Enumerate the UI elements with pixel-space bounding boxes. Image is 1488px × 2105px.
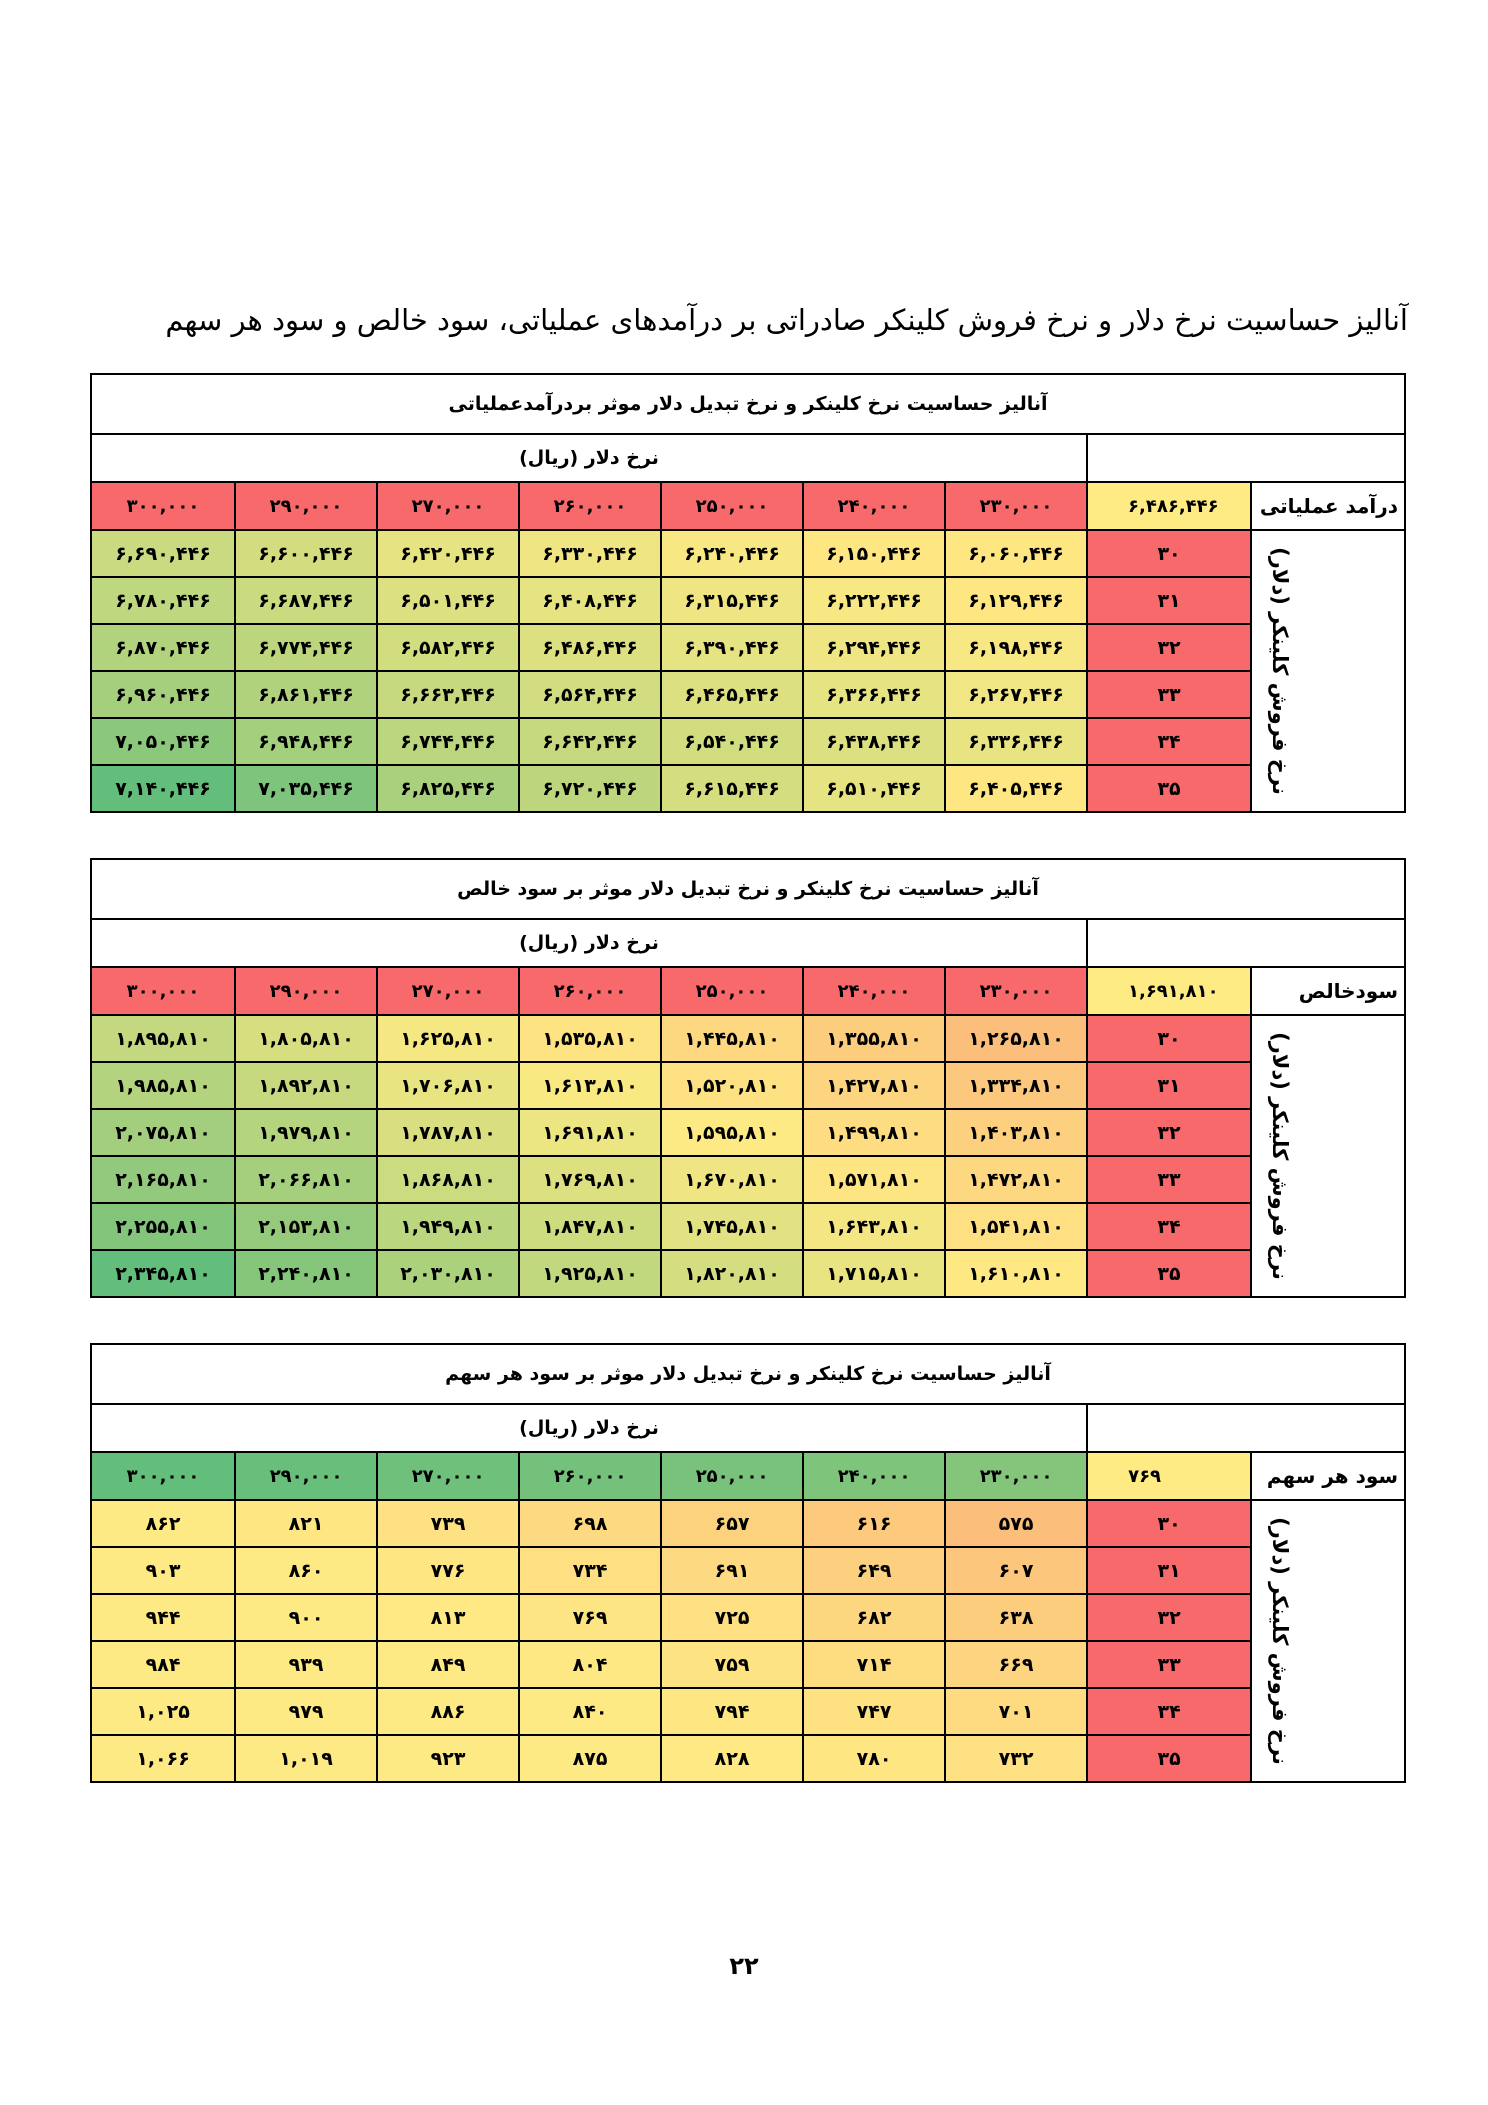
dollar-rate-header: ۲۶۰,۰۰۰	[519, 967, 661, 1015]
table-cell: ۷,۱۴۰,۴۴۶	[91, 765, 235, 812]
clinker-rate: ۳۵	[1087, 765, 1251, 812]
dollar-rate-header: ۲۹۰,۰۰۰	[235, 482, 377, 530]
dollar-rate-header: ۲۹۰,۰۰۰	[235, 1452, 377, 1500]
clinker-rate: ۳۴	[1087, 718, 1251, 765]
table-cell: ۱,۶۱۰,۸۱۰	[945, 1250, 1087, 1297]
table-cell: ۶,۶۹۰,۴۴۶	[91, 530, 235, 577]
table-cell: ۷۸۰	[803, 1735, 945, 1782]
table-cell: ۱,۰۱۹	[235, 1735, 377, 1782]
table-cell: ۱,۹۸۵,۸۱۰	[91, 1062, 235, 1109]
table-cell: ۶,۴۲۰,۴۴۶	[377, 530, 519, 577]
table-cell: ۸۴۹	[377, 1641, 519, 1688]
page-number: ۲۲	[729, 1952, 759, 1980]
table-cell: ۶,۵۴۰,۴۴۶	[661, 718, 803, 765]
table-cell: ۸۲۸	[661, 1735, 803, 1782]
table-cell: ۱,۷۶۹,۸۱۰	[519, 1156, 661, 1203]
clinker-rate: ۳۲	[1087, 624, 1251, 671]
table-cell: ۱,۸۰۵,۸۱۰	[235, 1015, 377, 1062]
table-cell: ۶,۶۰۰,۴۴۶	[235, 530, 377, 577]
table-cell: ۶,۴۶۵,۴۴۶	[661, 671, 803, 718]
table-cell: ۹۴۴	[91, 1594, 235, 1641]
table-cell: ۷,۰۳۵,۴۴۶	[235, 765, 377, 812]
table-cell: ۷۹۴	[661, 1688, 803, 1735]
clinker-rate: ۳۰	[1087, 1015, 1251, 1062]
table-cell: ۶,۳۹۰,۴۴۶	[661, 624, 803, 671]
metric-label: سودخالص	[1251, 967, 1405, 1015]
table-cell: ۶۱۶	[803, 1500, 945, 1547]
table-cell: ۱,۴۲۷,۸۱۰	[803, 1062, 945, 1109]
table-cell: ۹۰۰	[235, 1594, 377, 1641]
dollar-rate-header: ۲۷۰,۰۰۰	[377, 967, 519, 1015]
clinker-rate-side-label: نرخ فروش کلینکر (دلار)	[1251, 1015, 1405, 1297]
table-cell: ۱,۰۶۶	[91, 1735, 235, 1782]
dollar-rate-header: ۲۶۰,۰۰۰	[519, 1452, 661, 1500]
table-cell: ۶,۵۶۴,۴۴۶	[519, 671, 661, 718]
table-cell: ۱,۲۶۵,۸۱۰	[945, 1015, 1087, 1062]
clinker-rate: ۳۱	[1087, 1062, 1251, 1109]
clinker-rate: ۳۴	[1087, 1688, 1251, 1735]
clinker-rate: ۳۲	[1087, 1109, 1251, 1156]
table-cell: ۹۸۴	[91, 1641, 235, 1688]
table-cell: ۱,۵۷۱,۸۱۰	[803, 1156, 945, 1203]
table-cell: ۹۲۳	[377, 1735, 519, 1782]
table-cell: ۱,۸۴۷,۸۱۰	[519, 1203, 661, 1250]
metric-label: درآمد عملیاتی	[1251, 482, 1405, 530]
table-cell: ۸۷۵	[519, 1735, 661, 1782]
table-cell: ۹۰۳	[91, 1547, 235, 1594]
table-cell: ۱,۸۶۸,۸۱۰	[377, 1156, 519, 1203]
corner-cell	[1087, 434, 1405, 482]
table-cell: ۶,۱۹۸,۴۴۶	[945, 624, 1087, 671]
sensitivity-table-operating-revenue	[90, 373, 1406, 813]
dollar-rate-header: ۲۴۰,۰۰۰	[803, 1452, 945, 1500]
table-cell: ۶۹۸	[519, 1500, 661, 1547]
table-cell: ۲,۳۴۵,۸۱۰	[91, 1250, 235, 1297]
table-cell: ۶,۲۹۴,۴۴۶	[803, 624, 945, 671]
table-cell: ۶,۲۴۰,۴۴۶	[661, 530, 803, 577]
dollar-rate-header: ۲۴۰,۰۰۰	[803, 482, 945, 530]
table-cell: ۶,۸۲۵,۴۴۶	[377, 765, 519, 812]
table-cell: ۶,۵۱۰,۴۴۶	[803, 765, 945, 812]
dollar-rate-header: ۲۷۰,۰۰۰	[377, 482, 519, 530]
table-cell: ۱,۵۹۵,۸۱۰	[661, 1109, 803, 1156]
table-cell: ۲,۱۶۵,۸۱۰	[91, 1156, 235, 1203]
table-cell: ۷۷۶	[377, 1547, 519, 1594]
table-cell: ۱,۸۲۰,۸۱۰	[661, 1250, 803, 1297]
table-cell: ۱,۷۸۷,۸۱۰	[377, 1109, 519, 1156]
clinker-rate-side-label: نرخ فروش کلینکر (دلار)	[1251, 530, 1405, 812]
table-cell: ۱,۶۷۰,۸۱۰	[661, 1156, 803, 1203]
clinker-rate: ۳۲	[1087, 1594, 1251, 1641]
table-cell: ۶,۳۶۶,۴۴۶	[803, 671, 945, 718]
table-cell: ۲,۲۵۵,۸۱۰	[91, 1203, 235, 1250]
table-cell: ۶,۸۶۱,۴۴۶	[235, 671, 377, 718]
metric-label: سود هر سهم	[1251, 1452, 1405, 1500]
clinker-rate: ۳۱	[1087, 577, 1251, 624]
dollar-rate-header: ۲۶۰,۰۰۰	[519, 482, 661, 530]
table-cell: ۶,۲۲۲,۴۴۶	[803, 577, 945, 624]
table-cell: ۸۴۰	[519, 1688, 661, 1735]
table-cell: ۶,۶۶۳,۴۴۶	[377, 671, 519, 718]
dollar-rate-header: ۲۹۰,۰۰۰	[235, 967, 377, 1015]
clinker-rate: ۳۰	[1087, 530, 1251, 577]
table-cell: ۹۷۹	[235, 1688, 377, 1735]
table-cell: ۸۲۱	[235, 1500, 377, 1547]
base-value: ۶,۴۸۶,۴۴۶	[1087, 482, 1251, 530]
table-cell: ۵۷۵	[945, 1500, 1087, 1547]
table-cell: ۶,۷۴۴,۴۴۶	[377, 718, 519, 765]
base-value: ۱,۶۹۱,۸۱۰	[1087, 967, 1251, 1015]
dollar-rate-header: ۲۷۰,۰۰۰	[377, 1452, 519, 1500]
dollar-rate-header: ۳۰۰,۰۰۰	[91, 482, 235, 530]
table-cell: ۱,۴۹۹,۸۱۰	[803, 1109, 945, 1156]
sensitivity-table-earnings-per-share	[90, 1343, 1406, 1783]
table-cell: ۶۴۹	[803, 1547, 945, 1594]
table-cell: ۶,۷۷۴,۴۴۶	[235, 624, 377, 671]
dollar-rate-header: ۲۵۰,۰۰۰	[661, 967, 803, 1015]
table-cell: ۶,۴۰۵,۴۴۶	[945, 765, 1087, 812]
dollar-rate-header: ۲۳۰,۰۰۰	[945, 967, 1087, 1015]
clinker-rate: ۳۳	[1087, 671, 1251, 718]
table-cell: ۷۳۹	[377, 1500, 519, 1547]
table-cell: ۱,۶۲۵,۸۱۰	[377, 1015, 519, 1062]
table-cell: ۱,۸۹۲,۸۱۰	[235, 1062, 377, 1109]
table-cell: ۷۲۵	[661, 1594, 803, 1641]
table-cell: ۶,۲۶۷,۴۴۶	[945, 671, 1087, 718]
dollar-rate-header: ۲۳۰,۰۰۰	[945, 1452, 1087, 1500]
table-cell: ۶,۹۴۸,۴۴۶	[235, 718, 377, 765]
clinker-rate: ۳۵	[1087, 1250, 1251, 1297]
table-cell: ۶,۰۶۰,۴۴۶	[945, 530, 1087, 577]
table-cell: ۶۹۱	[661, 1547, 803, 1594]
table-cell: ۸۰۴	[519, 1641, 661, 1688]
table-cell: ۱,۴۰۳,۸۱۰	[945, 1109, 1087, 1156]
dollar-rate-label: نرخ دلار (ریال)	[91, 1404, 1087, 1452]
clinker-rate: ۳۱	[1087, 1547, 1251, 1594]
table-cell: ۱,۹۲۵,۸۱۰	[519, 1250, 661, 1297]
table-cell: ۶,۳۳۰,۴۴۶	[519, 530, 661, 577]
table-cell: ۲,۰۶۶,۸۱۰	[235, 1156, 377, 1203]
table-cell: ۸۸۶	[377, 1688, 519, 1735]
table-title: آنالیز حساسیت نرخ کلینکر و نرخ تبدیل دلار موثر بر سود خالص	[91, 859, 1405, 919]
table-cell: ۶,۱۲۹,۴۴۶	[945, 577, 1087, 624]
dollar-rate-header: ۲۳۰,۰۰۰	[945, 482, 1087, 530]
clinker-rate: ۳۳	[1087, 1156, 1251, 1203]
table-cell: ۶,۶۴۲,۴۴۶	[519, 718, 661, 765]
table-cell: ۱,۶۹۱,۸۱۰	[519, 1109, 661, 1156]
table-cell: ۶,۶۱۵,۴۴۶	[661, 765, 803, 812]
clinker-rate-side-label: نرخ فروش کلینکر (دلار)	[1251, 1500, 1405, 1782]
dollar-rate-header: ۲۵۰,۰۰۰	[661, 482, 803, 530]
table-cell: ۱,۷۰۶,۸۱۰	[377, 1062, 519, 1109]
table-title: آنالیز حساسیت نرخ کلینکر و نرخ تبدیل دلار موثر بر سود هر سهم	[91, 1344, 1405, 1404]
table-cell: ۷۱۴	[803, 1641, 945, 1688]
table-cell: ۱,۳۳۴,۸۱۰	[945, 1062, 1087, 1109]
clinker-rate: ۳۳	[1087, 1641, 1251, 1688]
table-cell: ۱,۶۱۳,۸۱۰	[519, 1062, 661, 1109]
table-cell: ۶۰۷	[945, 1547, 1087, 1594]
table-cell: ۸۶۲	[91, 1500, 235, 1547]
clinker-rate: ۳۰	[1087, 1500, 1251, 1547]
table-cell: ۶,۴۰۸,۴۴۶	[519, 577, 661, 624]
table-cell: ۷۵۹	[661, 1641, 803, 1688]
table-cell: ۱,۵۴۱,۸۱۰	[945, 1203, 1087, 1250]
table-cell: ۱,۰۲۵	[91, 1688, 235, 1735]
table-cell: ۶,۶۸۷,۴۴۶	[235, 577, 377, 624]
table-cell: ۱,۴۷۲,۸۱۰	[945, 1156, 1087, 1203]
table-cell: ۶۶۹	[945, 1641, 1087, 1688]
table-cell: ۲,۰۳۰,۸۱۰	[377, 1250, 519, 1297]
table-cell: ۷۳۴	[519, 1547, 661, 1594]
table-cell: ۷۴۷	[803, 1688, 945, 1735]
table-cell: ۶,۸۷۰,۴۴۶	[91, 624, 235, 671]
table-cell: ۶,۴۸۶,۴۴۶	[519, 624, 661, 671]
table-cell: ۱,۷۱۵,۸۱۰	[803, 1250, 945, 1297]
clinker-rate: ۳۴	[1087, 1203, 1251, 1250]
table-cell: ۱,۹۴۹,۸۱۰	[377, 1203, 519, 1250]
corner-cell	[1087, 919, 1405, 967]
table-cell: ۲,۱۵۳,۸۱۰	[235, 1203, 377, 1250]
table-cell: ۶۸۲	[803, 1594, 945, 1641]
table-cell: ۶,۵۰۱,۴۴۶	[377, 577, 519, 624]
table-cell: ۱,۶۴۳,۸۱۰	[803, 1203, 945, 1250]
table-cell: ۷۰۱	[945, 1688, 1087, 1735]
table-cell: ۶,۱۵۰,۴۴۶	[803, 530, 945, 577]
table-cell: ۶۳۸	[945, 1594, 1087, 1641]
table-cell: ۱,۵۲۰,۸۱۰	[661, 1062, 803, 1109]
table-cell: ۱,۴۴۵,۸۱۰	[661, 1015, 803, 1062]
table-cell: ۱,۸۹۵,۸۱۰	[91, 1015, 235, 1062]
table-cell: ۲,۲۴۰,۸۱۰	[235, 1250, 377, 1297]
sensitivity-table-net-profit	[90, 858, 1406, 1298]
table-cell: ۱,۵۳۵,۸۱۰	[519, 1015, 661, 1062]
table-cell: ۶,۳۳۶,۴۴۶	[945, 718, 1087, 765]
table-cell: ۲,۰۷۵,۸۱۰	[91, 1109, 235, 1156]
dollar-rate-label: نرخ دلار (ریال)	[91, 434, 1087, 482]
page-title: آنالیز حساسیت نرخ دلار و نرخ فروش کلینکر صادراتی بر درآمدهای عملیاتی، سود خالص و سود هر سهم	[165, 303, 1408, 337]
dollar-rate-header: ۳۰۰,۰۰۰	[91, 1452, 235, 1500]
table-cell: ۷۶۹	[519, 1594, 661, 1641]
table-cell: ۶,۴۳۸,۴۴۶	[803, 718, 945, 765]
dollar-rate-label: نرخ دلار (ریال)	[91, 919, 1087, 967]
table-cell: ۸۱۳	[377, 1594, 519, 1641]
table-cell: ۶۵۷	[661, 1500, 803, 1547]
table-cell: ۷۳۲	[945, 1735, 1087, 1782]
table-cell: ۱,۹۷۹,۸۱۰	[235, 1109, 377, 1156]
table-cell: ۷,۰۵۰,۴۴۶	[91, 718, 235, 765]
table-cell: ۱,۳۵۵,۸۱۰	[803, 1015, 945, 1062]
table-title: آنالیز حساسیت نرخ کلینکر و نرخ تبدیل دلار موثر بردرآمدعملیاتی	[91, 374, 1405, 434]
dollar-rate-header: ۳۰۰,۰۰۰	[91, 967, 235, 1015]
dollar-rate-header: ۲۵۰,۰۰۰	[661, 1452, 803, 1500]
table-cell: ۶,۵۸۲,۴۴۶	[377, 624, 519, 671]
table-cell: ۸۶۰	[235, 1547, 377, 1594]
table-cell: ۶,۷۸۰,۴۴۶	[91, 577, 235, 624]
table-cell: ۶,۷۲۰,۴۴۶	[519, 765, 661, 812]
corner-cell	[1087, 1404, 1405, 1452]
table-cell: ۹۳۹	[235, 1641, 377, 1688]
table-cell: ۱,۷۴۵,۸۱۰	[661, 1203, 803, 1250]
clinker-rate: ۳۵	[1087, 1735, 1251, 1782]
base-value: ۷۶۹	[1087, 1452, 1251, 1500]
table-cell: ۶,۹۶۰,۴۴۶	[91, 671, 235, 718]
table-cell: ۶,۳۱۵,۴۴۶	[661, 577, 803, 624]
dollar-rate-header: ۲۴۰,۰۰۰	[803, 967, 945, 1015]
